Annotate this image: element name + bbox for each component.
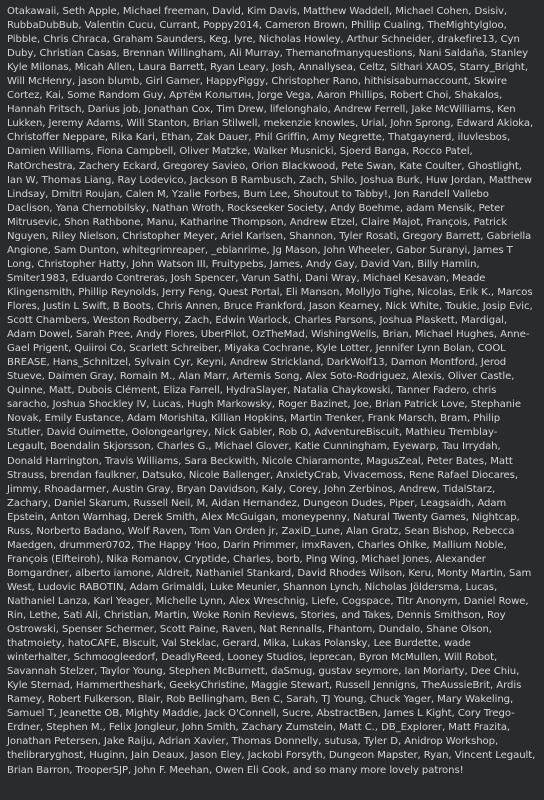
patron-names-text: Otakawaii, Seth Apple, Michael freeman, David, Kim Davis, Matthew Waddell, Michael Cohen, Dsisiv, RubbaDubBub, Valentin Cucu, Currant, Poppy2014, Cameron Brown, Phillip Cualing, TheMightylgloo, Pibble, Chris Chraca, Graham Saunders, Keg, lyre, Nicholas Howley, Arthur Schneider, drakefire13, Cyn Duby, Christian Casas, Brennan Willingham, Ali Murray, Themanofmanyquestions, Nani Saldaña, Stanley Kyle Milonas, Micah Allen, Laura Barrett, Ryan Leary, Josh, Annallysea, Celtz, Sithari XAOS, Starry_Bright, Will McHenry, jason blumb, Girl Gamer, HappyPiggy, Christopher Rano, hithisisaburnaccount, Skwire Cortez, Kai, Some Random Guy, Артём Колытин, Jorge Vega, Aaron Phillips, Robert Choi, Shakalos, Hannah Fritsch, Darius job, Jonathan Cox, Tim Drew, lifelonghalo, Andrew Ferrell, Jake McWilliams, Ken Lukken, Jeremy Adams, Will Stanton, Brian Stilwell, mekenzie knowles, Urial, John Sprong, Edward Akioka, Christoffer Neppare, Rika Kari, Ethan, Zak Dauer, Phil Griffin, Amy Negrette, Thatgaynerd, iluvlesbos, Damien Williams, Fiona Campbell, Oliver Matzke, Walker Musnicki, Sjoerd Banga, Rocco Patel, RatOrchestra, Zachery Eckard, Gregorey Savieo, Orion Blackwood, Pete Swan, Kate Coulter, Ghostlight, Ian W, Thomas Liang, Ray Lodevico, Jackson B Rambusch, Zach, Shilo, Joshua Burk, Huw Jordan, Matthew Lindsay, Dmitri Roujan, Calen M, Yzalie Forbes, Bum Lee, Shoutout to Tabby!, Jon Randell Vallebo Daclison, Yana Chernobilsky, Nathan Wroth, Rockseeker Society, Andy Boehme, adam Mensik, Peter Mitrusevic, Shon Rathbone, Manu, Katharine Thompson, Andrew Etzel, Claire Majot, François, Patrick Nguyen, Riley Nielson, Christopher Meyer, Ariel Karlsen, Shannon, Tyler Rosati, Gregory Barrett, Gabriella Angione, Sam Dunton, whitegrimreaper, _eblanrime, Jg Mason, John Wheeler, Gabor Suranyi, James T Long, Christopher Hatty, John Watson III, Fruitypebs, James, Andy Gay, David Van, Billy Hamlin, Smiter1983, Eduardo Contreras, Josh Spencer, Varun Sathi, Dani Wray, Michael Kesavan, Meade Klingensmith, Phillip Reynolds, Jerry Feng, Quest Portal, Eli Manson, MollyJo Tighe, Nicolas, Erik K., Marcos Flores, Justin L Swift, B Boots, Chris Annen, Bruce Frankford, Jason Kearney, Nick White, Toukie, Josip Evic, Scott Chambers, Weston Rodberry, Zach, Edwin Warlock, Charles Parsons, Joshua Plaskett, Mardigal, Adam Dowel, Sarah Pree, Andy Flores, UberPilot, OzTheMad, WishingWells, Brian, Michael Hughes, Anne-Gael Prigent, Quiiroi Co, Scarlett Schreiber, Miyaka Cochrane, Kyle Lotter, Jennifer Lynn Bolan, COOL BREASE, Hans_Schnitzel, Sylvain Cyr, Keyni, Andrew Strickland, DarkWolf13, Damon Montford, Jerod Stueve, Daimen Gray, Romain M., Alan Marr, Artemis Song, Alex Soto-Rodriguez, Alexis, Oliver Castle, Quinne, Matt, Dubois Clément, Eliza Farrell, HydraSlayer, Natalia Chaykowski, Tanner Fadero, chris saracho, Joshua Shockley IV, Lucas, Hugh Markowsky, Roger Bazinet, Joe, Brian Patrick Love, Stephanie Novak, Emily Eustance, Adam Morishita, Killian Hopkins, Martin Trenker, Frank Marsch, Bram, Philip Stutler, David Ouimette, Oolongearlgrey, Nick Gabler, Rob O, AdventureBiscuit, Mathieu Tremblay-Legault, Boendalin Skjorsson, Charles G., Michael Glover, Katie Cunningham, Eyewarp, Tau Irrydah, Donald Harrington, Travis Williams, Sara Beckwith, Nicole Chiaramonte, MagusZeal, Peter Bates, Matt Strauss, brendan faulkner, Datsuko, Nicole Ballenger, AnxietyCrab, Vivacemoss, Rene Rafael Diocares, Jimmy, Rhoadarmer, Austin Gray, Bryan Davidson, Kaly, Corey, John Zerbinos, Andrew, TidalStarz, Zachary, Daniel Skarum, Russell Neil, M, Aidan Hernandez, Dungeon Dudes, Piper, Leagsaidh, Adam Epstein, Anton Warnhag, Derek Smith, Alex McGuigan, moneypenny, Natural Twenty Games, Nightcap, Russ, Norberto Badano, Wolf Raven, Tom Van Orden jr, ZaxiD_Lune, Alan Gratz, Sean Bishop, Rebecca Maedgen, drummer0702, The Happy 'Hoo, Darin Primmer, imxRaven, Charles Ohlke, Mallium Noble, François (Elfteiroh), Nika Romanov, Cryptide, Charles, borb, Ping Wing, Michael Jones, Alexander Bomgardner, alberto iamone, Aldreit, Nathaniel Stankard, David Rhodes Wilson, Keru, Monty Martin, Sam West, Ludovic RABOTIN, Adam Grimaldi, Luke Meunier, Shannon Lynch, Nicholas Jöldersma, Lucas, Nathaniel Lanza, Karl Yeager, Michelle Lynn, Alex Wreschnig, Liefe, Cogspace, Titr Anonym, Daniel Rowe, Rin, Lethe, Sati Ali, Christian, Martin, Woke Ronin Reviews, Stories, and Takes, Dennis Smithson, Roy Ostrowski, Spenser Schermer, Scott Paine, Raven, Nat Rennalls, Fhantom, Dundalo, Shane Olson, thatmoiety, hatoCAFE, Biscuit, Val Steklac, Gerard, Mika, Lukas Polansky, Lee Burdette, wade winterhalter, Schmoogleedorf, DeadlyReed, Looney Studios, leprecan, Byron McMullen, Will Robot, Savannah Stelzer, Taylor Young, Stephen McBurnett, daSmug, gustav seymore, Ian Moriarty, Dee Chiu, Kyle Sternad, Hammertheshark, GeekyChristine, Maggie Stewart, Russell Jennigns, TheAussieBrit, Ardis Ramey, Robert Fulkerson, Blair, Rob Bellingham, Ben C, Sarah, TJ Young, Chuck Yager, Mary Wakeling, Samuel T, Jeanette OB, Mighty Maddie, Jack O'Connell, Sucre, AbstractBen, James L Kight, Cory Trego-Erdner, Stephen M., Felix Jongleur, John Smith, Zachary Zumstein, Matt C., DB_Explorer, Matt Frazita, Jonathan Petersen, Jake Raiju, Adrian Xavier, Thomas Donnelly, sutusa, Tyler D, Anidrop Workshop, thelibraryghost, Huginn, Jain Deaux, Jason Eley, Jackobi Forsyth, Dungeon Mapster, Ryan, Vincent Legault, Brian Barron, TrooperSJP, John F. Meehan, Owen Eli Cook, and so many more lovely patrons! bbox=[7, 6, 536, 776]
